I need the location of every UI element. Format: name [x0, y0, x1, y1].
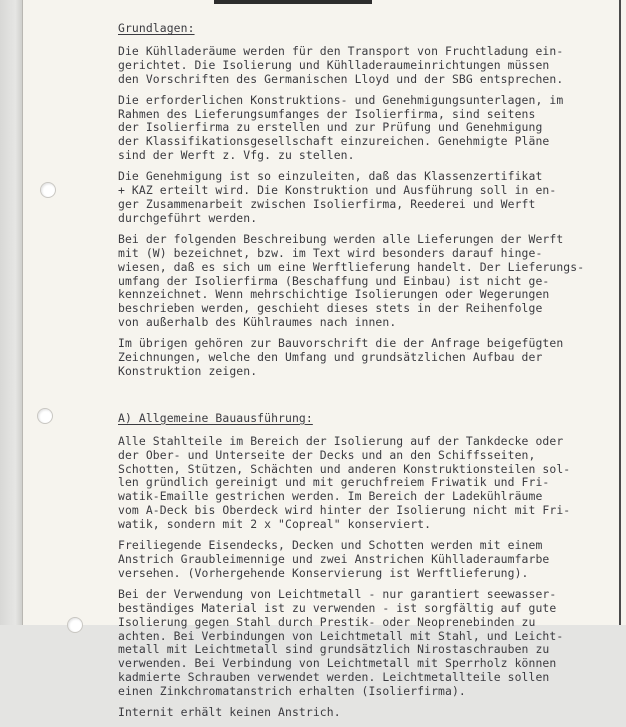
text-line: metall mit Leichtmetall sind grundsätzlich Nirostaschrauben zu — [118, 642, 550, 657]
text-line: Isolierung gegen Stahl durch Prestik- oder Neoprenebinden zu — [118, 614, 536, 629]
text-line: wiesen, daß es sich um eine Werftlieferung handelt. Der Lieferungs- — [118, 259, 585, 274]
text-line: achten. Bei Verbindungen von Leichtmetall mit Stahl, und Leicht- — [118, 628, 564, 643]
text-line: beschrieben werden, geschieht dieses stets in der Reihenfolge — [118, 301, 543, 316]
text-line: Bei der folgenden Beschreibung werden alle Lieferungen der Werft — [118, 231, 564, 246]
text-line: verwenden. Bei Verbindung von Leichtmetall mit Sperrholz können — [118, 656, 557, 671]
punch-hole — [40, 182, 56, 198]
punch-hole — [37, 408, 53, 424]
text-line: len gründlich gereinigt und mit geruchfreiem Friwatik und Fri- — [118, 475, 550, 490]
text-line: umfang der Isolierfirma (Beschaffung und Einbau) ist nicht ge- — [118, 273, 550, 288]
text-line: Alle Stahlteile im Bereich der Isolierung auf der Tankdecke oder — [118, 433, 564, 448]
text-line: watik-Emaille gestrichen werden. Im Bereich der Ladekühlräume — [118, 489, 543, 504]
text-line: Anstrich Graubleimennige und zwei Anstrichen Kühlladeraumfarbe — [118, 552, 550, 566]
section-heading: Grundlagen: — [118, 21, 195, 35]
text-line: Im übrigen gehören zur Bauvorschrift die der Anfrage beigefügten — [118, 336, 564, 351]
paragraph — [118, 170, 594, 226]
text-line: beständiges Material ist zu verwenden - ist sorgfältig auf gute — [118, 600, 557, 615]
text-line: durchgeführt werden. — [118, 210, 258, 225]
paragraph — [118, 94, 594, 164]
text-line: ger Zusammenarbeit zwischen Isolierfirma, Reederei und Werft — [118, 196, 536, 211]
text-line: kadmierte Schrauben verwendet werden. Leichtmetallteile sollen — [118, 670, 550, 685]
text-line: der Ober- und Unterseite der Decks und an den Schiffsseiten, — [118, 447, 536, 462]
paragraph — [118, 435, 594, 532]
text-line: den Vorschriften des Germanischen Lloyd und der SBG entsprechen. — [118, 71, 564, 86]
typewritten-text — [96, 22, 594, 727]
top-border-rule — [214, 0, 372, 4]
text-line: Internit erhält keinen Anstrich. — [118, 705, 341, 720]
right-margin-rule — [619, 0, 621, 625]
text-line: kennzeichnet. Wenn mehrschichtige Isolierungen oder Wegerungen — [118, 287, 550, 302]
text-line: Schotten, Stützen, Schächten und anderen Konstruktionsteilen sol- — [118, 461, 571, 476]
text-line: watik, sondern mit 2 x "Copreal" konserviert. — [118, 517, 432, 532]
text-line: Freiliegende Eisendecks, Decken und Schotten werden mit einem — [118, 538, 543, 553]
text-line: sind der Werft z. Vfg. zu stellen. — [118, 148, 355, 163]
paragraph — [118, 588, 594, 699]
text-line: der Klassifikationsgesellschaft einzureichen. Genehmigte Pläne — [118, 134, 550, 149]
text-line: einen Zinkchromatanstrich erhalten (Isolierfirma). — [118, 684, 466, 699]
punch-hole — [67, 617, 83, 633]
text-line: Konstruktion zeigen. — [118, 363, 258, 378]
paragraph — [118, 45, 594, 87]
text-line: Die Kühlladeräume werden für den Transport von Fruchtladung ein- — [118, 43, 564, 58]
text-line: Zeichnungen, welche den Umfang und grundsätzlichen Aufbau der — [118, 350, 543, 365]
paragraph — [118, 233, 594, 330]
text-line: Die erforderlichen Konstruktions- und Genehmigungsunterlagen, im — [118, 92, 564, 107]
binder-edge — [0, 0, 22, 625]
paragraph — [118, 539, 594, 581]
text-line: Die Genehmigung ist so einzuleiten, daß das Klassenzertifikat — [118, 169, 543, 184]
text-line: + KAZ erteilt wird. Die Konstruktion und Ausführung soll in en- — [118, 183, 557, 198]
text-line: mit (W) bezeichnet, bzw. im Text wird besonders darauf hinge- — [118, 245, 543, 260]
text-line: Bei der Verwendung von Leichtmetall - nur garantiert seewasser- — [118, 586, 557, 601]
text-line: versehen. (Vorhergehende Konservierung ist Werftlieferung). — [118, 565, 529, 580]
text-line: Rahmen des Lieferungsumfanges der Isolierfirma, sind seitens — [118, 106, 536, 121]
section-gap — [96, 386, 594, 412]
paragraph — [118, 337, 594, 379]
paragraph — [118, 706, 594, 720]
text-line: der Isolierfirma zu erstellen und zur Prüfung und Genehmigung — [118, 120, 543, 135]
text-line: gerichtet. Die Isolierung und Kühlladeraumeinrichtungen müssen — [118, 57, 550, 72]
text-line: von außerhalb des Kühlraumes nach innen. — [118, 315, 397, 330]
text-line: vom A-Deck bis Oberdeck wird hinter der Isolierung nicht mit Fri- — [118, 503, 571, 518]
section-heading: A) Allgemeine Bauausführung: — [118, 410, 313, 425]
